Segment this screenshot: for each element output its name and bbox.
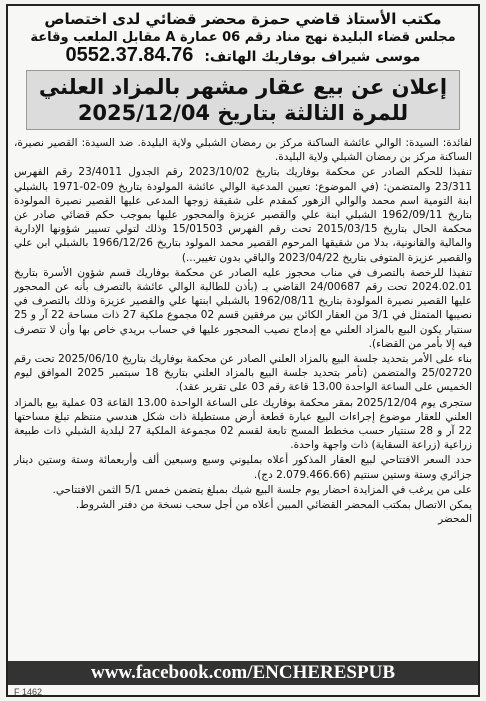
deposit-paragraph: على من يرغب في المزايدة احضار يوم جلسة البيع شيك بمبلغ يتضمن خمس 5/1 الثمن الافتتاحي. xyxy=(52,483,472,496)
reference-code: F 1462 xyxy=(14,687,43,697)
price-paragraph: حدد السعر الافتتاحي لبيع العقار المذكور أعلاه بمليوني وسبع وسبعين ألف وأربعمائة وستة وستين دينار جزائري وستة وستين سنتيم (2.079.466.66 دج). xyxy=(14,454,472,481)
signature: المحضر xyxy=(438,513,472,526)
announcement-body xyxy=(8,136,478,512)
title-box xyxy=(26,70,460,130)
facebook-url-banner[interactable]: www.facebook.com/ENCHERESPUB xyxy=(8,661,478,685)
phone-number: 0552.37.84.76 xyxy=(65,44,194,66)
authorization-paragraph: تنفيذا للرخصة بالتصرف في مناب محجوز عليه الصادر عن محكمة بوفاريك قسم شؤون الأسرة بتاريخ 2024.02.01 تحت رقم 24/00687 القاضي بـ (بأذن للطالبة الوالي عائشة بالتصرف بأنه عن المحجور عليها القصير نصيرة المولودة بتاريخ 1962/08/11 بالشبلي ابنتها علي والقصير عزيزة وذلك بالتصرف في نصيبها المتمثل في 3/1 من العقار الكائن بين مرفقين قسم 02 مجموع ملكية 27 ذات مساحة 22 آر و 25 سنتيار يكون البيع بالمزاد العلني مع إدماج نصيب المحجور عليها في حساب بريدي خاص بها وأن لا تتصرف فيه إلا بأمر من القضاء). xyxy=(14,266,472,350)
judgment-paragraph: تنفيذا للحكم الصادر عن محكمة بوفاريك بتاريخ 2023/10/02 رقم الجدول 23/4011 رقم الفهرس 23/311 والمتضمن: (في الموضوع: تعيين المدعية الوالي عائشة المولودة بتاريخ 09-02-1971 بالشبلي ابنة التومية اسم محمد والوالي الزهور كمقدم على شقيقة زوجها المدعى عليها القصير نصيرة المولودة بتاريخ 1962/09/11 الشبلي ابنة علي والقصير عزيزة والمحجور عليها بموجب حكم قضائي صادر عن محكمة الحال بتاريخ 2015/03/15 تحت رقم الفهرس 15/01503 وذلك لتولي تسيير شؤونها الإدارية والمالية والقانونية، بدلا من شقيقها المرحوم القصير محمد المولود بتاريخ 1966/12/26 بالشبلي ابن علي والقصير عزيزة المتوفى بتاريخ 2023/04/22 والباقي بدون تغيير...) xyxy=(14,166,472,264)
office-name: مكتب الأستاذ قاضي حمزة محضر قضائي لدى اختصاص xyxy=(44,10,442,28)
parties-paragraph: لفائدة: السيدة: الوالي عائشة الساكنة مركز بن رمضان الشبلي ولاية البليدة. ضد السيدة: القصير نصيرة، الساكنة مركز بن رمضان الشبلي ولاية البليدة. xyxy=(14,137,472,164)
title-line-1: إعلان عن بيع عقار مشهر بالمزاد العلني xyxy=(38,75,448,99)
contact-label: موسى شيراف بوفاريك الهاتف: xyxy=(204,49,421,65)
announcement-page xyxy=(6,4,480,697)
title-line-2: للمرة الثالثة بتاريخ 2025/12/04 xyxy=(77,101,409,125)
header xyxy=(8,6,478,66)
order-paragraph: بناء على الأمر بتحديد جلسة البيع بالمزاد العلني الصادر عن محكمة بوفاريك بتاريخ 2025/06/10 تحت رقم 25/02720 والمتضمن (تأمر بتحديد جلسة البيع بالمزاد العلني بتاريخ 18 سبتمبر 2025 الموافق ليوم الخميس على الساعة الواحدة 13،00 قاعة رقم 03 على تقرير عقد). xyxy=(14,353,473,394)
contact-paragraph: يمكن الاتصال بمكتب المحضر القضائي المبين أعلاه من أجل سحب نسخة من دفتر الشروط. xyxy=(75,499,472,512)
sale-paragraph: ستجرى يوم 2025/12/04 بمقر محكمة بوفاريك على الساعة الواحدة 13،00 القاعة 03 عملية بيع بالمزاد العلني للعقار موضوع إجراءات البيع عبارة قطعة أرض مستطيلة ذات شكل هندسي منتظم تبلغ مساحتها 22 آر و 28 سنتيار حسب مخطط المسح تابعة لقسم 02 مجموعة الملكية 27 لبلدية الشبلي ذات طبيعة زراعية (زراعة السقاية) ذات واجهة واحدة. xyxy=(14,396,472,452)
contact-line xyxy=(8,46,478,66)
office-address: مجلس قضاء البليدة نهج مناد رقم 06 عمارة A مقابل الملعب وقاعة xyxy=(30,30,456,45)
